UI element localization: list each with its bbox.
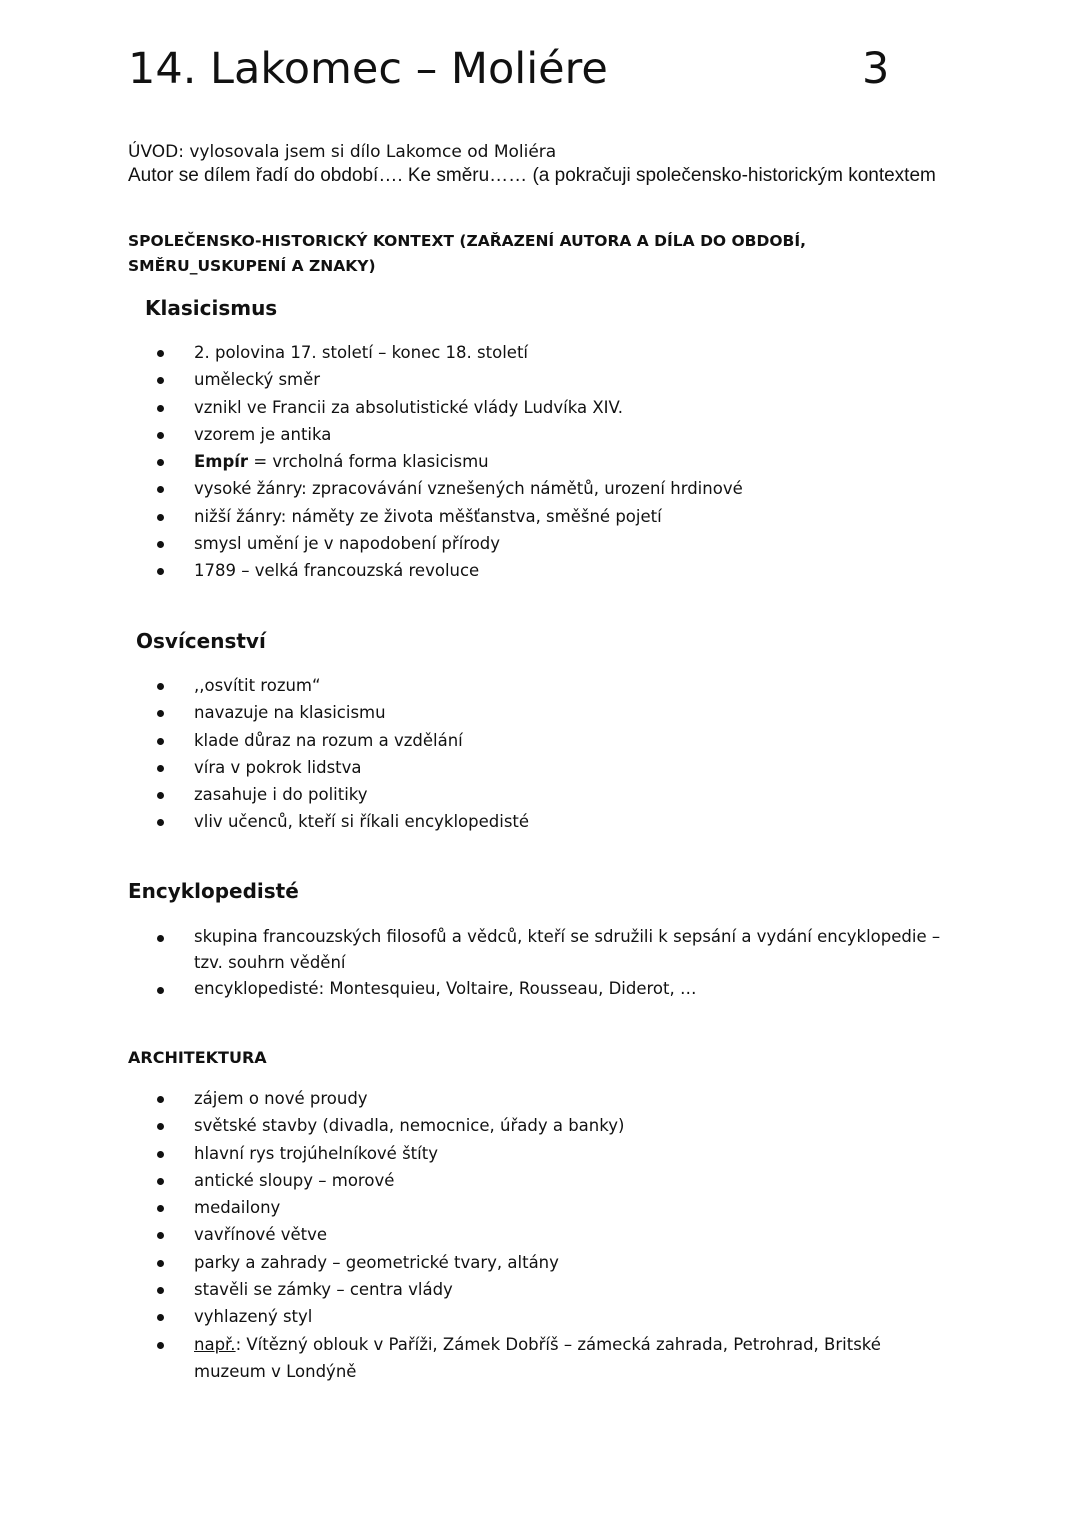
osvicenstvi-list xyxy=(128,672,529,836)
list-item: parky a zahrady – geometrické tvary, altány xyxy=(128,1249,954,1276)
list-item: vavřínové větve xyxy=(128,1221,954,1248)
list-item: světské stavby (divadla, nemocnice, úřady a banky) xyxy=(128,1112,954,1139)
intro-line-1: ÚVOD: vylosovala jsem si dílo Lakomce od Moliéra xyxy=(128,142,557,162)
section-title-architektura: ARCHITEKTURA xyxy=(128,1048,267,1067)
list-item: vzorem je antika xyxy=(128,421,743,448)
intro-block xyxy=(128,141,948,188)
list-item: vznikl ve Francii za absolutistické vlády Ludvíka XIV. xyxy=(128,394,743,421)
empir-term: Empír xyxy=(194,452,249,472)
page-number: 3 xyxy=(862,44,890,94)
intro-line-2: Autor se dílem řadí do období…. Ke směru…… (a pokračuji společensko-historickým kontextem xyxy=(128,165,936,186)
list-item: vysoké žánry: zpracovávání vznešených námětů, urození hrdinové xyxy=(128,475,743,502)
list-item: stavěli se zámky – centra vlády xyxy=(128,1276,954,1303)
klasicismus-list xyxy=(128,339,743,585)
section-title-osvicenstvi: Osvícenství xyxy=(136,629,266,653)
example-prefix: např. xyxy=(194,1334,236,1354)
list-item: umělecký směr xyxy=(128,366,743,393)
list-item: encyklopedisté: Montesquieu, Voltaire, Rousseau, Diderot, … xyxy=(128,976,954,1002)
list-item: smysl umění je v napodobení přírody xyxy=(128,530,743,557)
list-item: 2. polovina 17. století – konec 18. století xyxy=(128,339,743,366)
page-title: 14. Lakomec – Moliére xyxy=(128,44,608,94)
list-item: ,,osvítit rozum“ xyxy=(128,672,529,699)
list-item: antické sloupy – morové xyxy=(128,1167,954,1194)
list-item: zájem o nové proudy xyxy=(128,1085,954,1112)
example-text: : Vítězný oblouk v Paříži, Zámek Dobříš – zámecká zahrada, Petrohrad, Britské muzeum v Londýně xyxy=(194,1334,881,1381)
list-item xyxy=(128,1331,954,1385)
list-item: nižší žánry: náměty ze života měšťanstva, směšné pojetí xyxy=(128,503,743,530)
list-item: vliv učenců, kteří si říkali encyklopedisté xyxy=(128,808,529,835)
encyklopediste-list xyxy=(128,924,954,1002)
list-item xyxy=(128,448,743,475)
list-item: zasahuje i do politiky xyxy=(128,781,529,808)
section-title-encyklopediste: Encyklopedisté xyxy=(128,879,299,903)
list-item: 1789 – velká francouzská revoluce xyxy=(128,557,743,584)
list-item: klade důraz na rozum a vzdělání xyxy=(128,727,529,754)
list-item: navazuje na klasicismu xyxy=(128,699,529,726)
section-title-klasicismus: Klasicismus xyxy=(145,296,278,320)
list-item: vyhlazený styl xyxy=(128,1303,954,1330)
list-item: skupina francouzských filosofů a vědců, kteří se sdružili k sepsání a vydání encyklopedie – tzv. souhrn vědění xyxy=(128,924,954,976)
list-item: víra v pokrok lidstva xyxy=(128,754,529,781)
list-item: medailony xyxy=(128,1194,954,1221)
list-item: hlavní rys trojúhelníkové štíty xyxy=(128,1140,954,1167)
context-heading: SPOLEČENSKO-HISTORICKÝ KONTEXT (ZAŘAZENÍ AUTORA A DÍLA DO OBDOBÍ, SMĚRU_USKUPENÍ A ZNAKY) xyxy=(128,232,807,275)
architektura-list xyxy=(128,1085,954,1385)
empir-definition: = vrcholná forma klasicismu xyxy=(248,452,489,472)
